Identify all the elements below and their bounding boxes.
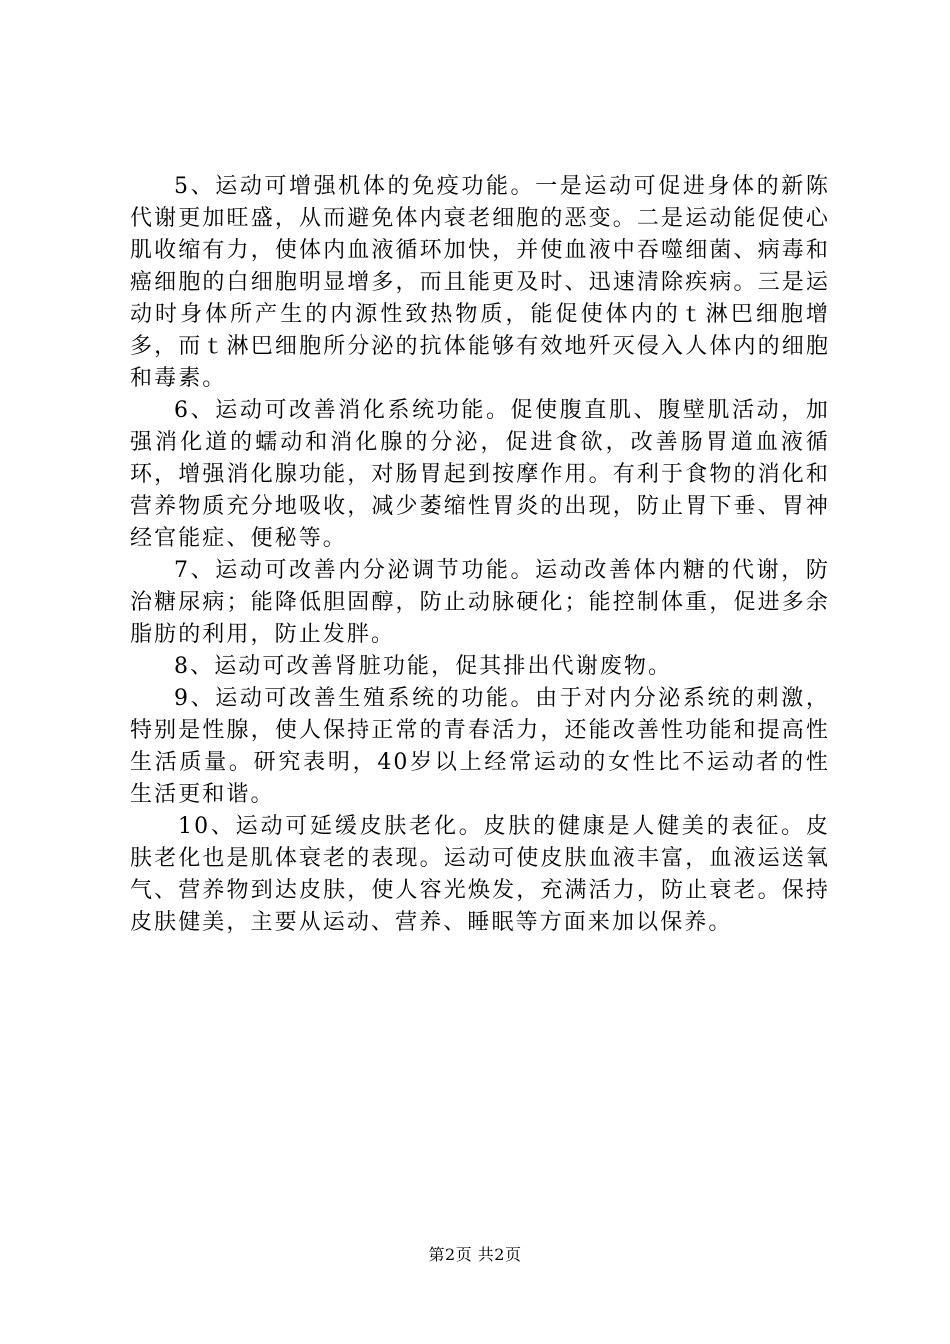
document-body: [130, 171, 830, 939]
paragraph-7-endocrine: 7、运动可改善内分泌调节功能。运动改善体内糖的代谢，防治糖尿病；能降低胆固醇，防止动脉硬化；能控制体重，促进多余脂肪的利用，防止发胖。: [130, 558, 830, 647]
paragraph-8-kidney: 8、运动可改善肾脏功能，促其排出代谢废物。: [174, 654, 673, 679]
paragraph-6-digestion: 6、运动可改善消化系统功能。促使腹直肌、腹壁肌活动，加强消化道的蠕动和消化腺的分泌，促进食欲，改善肠胃道血液循环，增强消化腺功能，对肠胃起到按摩作用。有利于食物的消化和营养物质充分地吸收，减少萎缩性胃炎的出现，防止胃下垂、胃神经官能症、便秘等。: [130, 398, 830, 551]
paragraph-9-reproductive: 9、运动可改善生殖系统的功能。由于对内分泌系统的刺激，特别是性腺，使人保持正常的青春活力，还能改善性功能和提高性生活质量。研究表明，40岁以上经常运动的女性比不运动者的性生活更和谐。: [130, 686, 830, 807]
paragraph-10-skin: 10、运动可延缓皮肤老化。皮肤的健康是人健美的表征。皮肤老化也是肌体衰老的表现。运动可使皮肤血液丰富，血液运送氧气、营养物到达皮肤，使人容光焕发，充满活力，防止衰老。保持皮肤健美，主要从运动、营养、睡眠等方面来加以保养。: [130, 814, 830, 935]
paragraph-5-immune: 5、运动可增强机体的免疫功能。一是运动可促进身体的新陈代谢更加旺盛，从而避免体内衰老细胞的恶变。二是运动能促使心肌收缩有力，使体内血液循环加快，并使血液中吞噬细菌、病毒和癌细胞的白细胞明显增多，而且能更及时、迅速清除疾病。三是运动时身体所产生的内源性致热物质，能促使体内的ｔ淋巴细胞增多，而ｔ淋巴细胞所分泌的抗体能够有效地歼灭侵入人体内的细胞和毒素。: [130, 174, 830, 391]
page-number-footer: 第2页 共2页: [428, 1245, 522, 1264]
